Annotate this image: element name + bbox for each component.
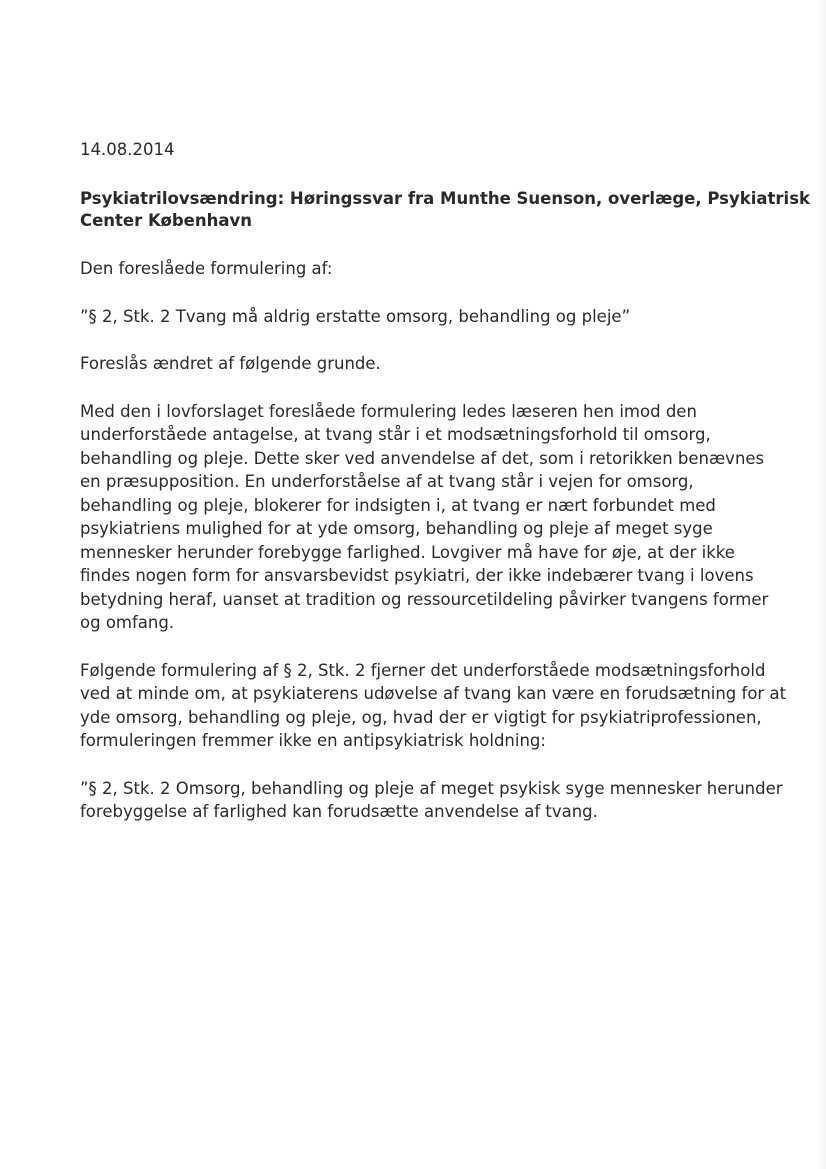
reformulation-line: formuleringen fremmer ikke en antipsykiatrisk holdning:	[80, 731, 546, 750]
argument-line: mennesker herunder forebygge farlighed. Lovgiver må have for øje, at der ikke	[80, 542, 735, 562]
quote-line: ”§ 2, Stk. 2 Omsorg, behandling og pleje af meget psykisk syge mennesker herunder	[80, 778, 783, 798]
document-body	[80, 139, 810, 848]
argument-line: psykiatriens mulighed for at yde omsorg, behandling og pleje af meget syge	[80, 519, 713, 538]
argument-paragraph	[80, 400, 769, 635]
argument-line: Med den i lovforslaget foreslåede formulering ledes læseren hen imod den	[80, 401, 697, 421]
argument-line: behandling og pleje. Dette sker ved anvendelse af det, som i retorikken benævnes	[80, 448, 765, 468]
reformulation-line: yde omsorg, behandling og pleje, og, hvad der er vigtigt for psykiatriprofessionen,	[80, 707, 762, 727]
argument-line: findes nogen form for ansvarsbevidst psykiatri, der ikke indebærer tvang i lovens	[80, 566, 754, 585]
heading-line: Psykiatrilovsændring: Høringssvar fra Munthe Suenson, overlæge, Psykiatrisk	[80, 189, 810, 208]
reformulation-paragraph	[80, 659, 787, 753]
quote-line: forebyggelse af farlighed kan forudsætte anvendelse af tvang.	[80, 802, 598, 821]
scan-edge-shadow	[818, 0, 826, 1169]
reformulation-line: ved at minde om, at psykiaterens udøvelse af tvang kan være en forudsætning for at	[80, 684, 787, 703]
argument-line: behandling og pleje, blokerer for indsigten i, at tvang er nært forbundet med	[80, 495, 716, 515]
proposal-paragraph: Foreslås ændret af følgende grunde.	[80, 354, 381, 373]
argument-line: underforståede antagelse, at tvang står i et modsætningsforhold til omsorg,	[80, 425, 711, 444]
reformulation-line: Følgende formulering af § 2, Stk. 2 fjerner det underforståede modsætningsforhold	[80, 660, 766, 680]
document-date: 14.08.2014	[80, 140, 175, 159]
argument-line: en præsupposition. En underforståelse af at tvang står i vejen for omsorg,	[80, 472, 694, 491]
argument-line: og omfang.	[80, 613, 175, 632]
heading-line: Center København	[80, 211, 252, 230]
proposed-wording-quote	[80, 777, 783, 824]
document-heading	[80, 188, 810, 232]
intro-paragraph: Den foreslåede formulering af:	[80, 259, 333, 278]
argument-line: betydning heraf, uanset at tradition og ressourcetildeling påvirker tvangens former	[80, 589, 769, 609]
current-wording-quote: ”§ 2, Stk. 2 Tvang må aldrig erstatte omsorg, behandling og pleje”	[80, 306, 631, 326]
